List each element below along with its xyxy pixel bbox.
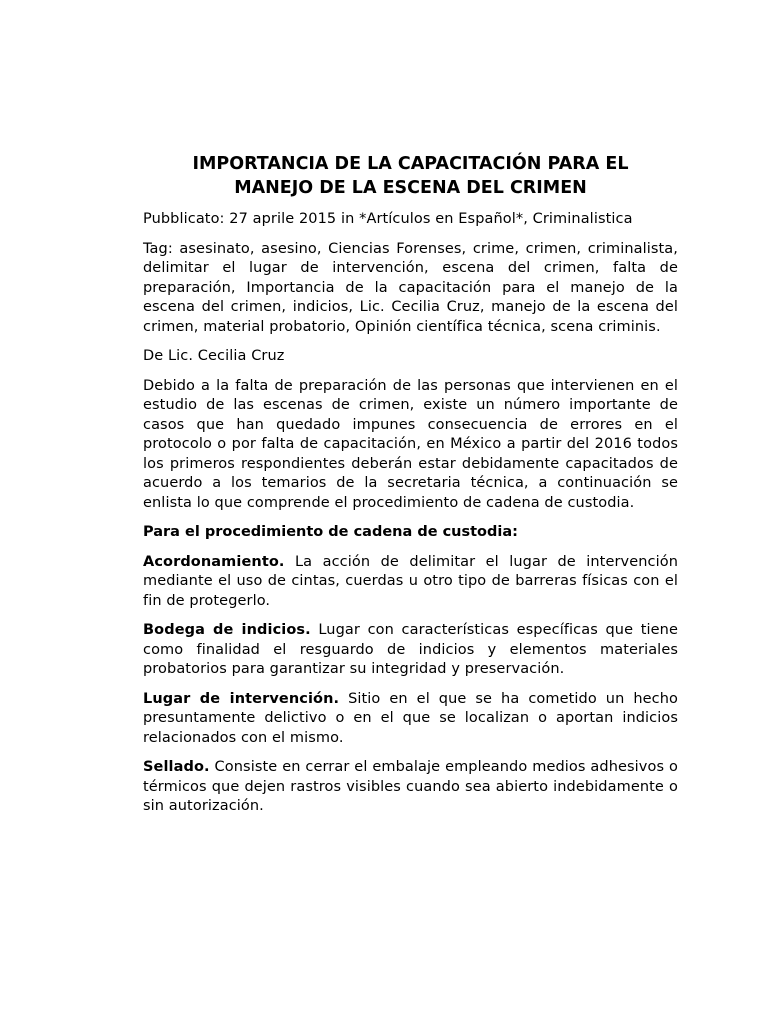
definition-term: Lugar de intervención. — [143, 690, 340, 707]
published-info: Pubblicato: 27 aprile 2015 in *Artículos en Español*, Criminalistica — [143, 211, 633, 227]
definition-sellado — [143, 758, 678, 817]
title-line-1: IMPORTANCIA DE LA CAPACITACIÓN PARA EL — [192, 154, 629, 174]
document-title — [143, 152, 678, 200]
definition-text: Consiste en cerrar el embalaje empleando medios adhesivos o térmicos que dejen rastros visibles cuando sea abierto indebidamente o sin autorización. — [143, 759, 678, 814]
definition-term: Acordonamiento. — [143, 553, 285, 570]
section-heading: Para el procedimiento de cadena de custodia: — [143, 524, 518, 540]
tag-list: Tag: asesinato, asesino, Ciencias Forenses, crime, crimen, criminalista, delimitar el lugar de intervención, escena del crimen, falta de preparación, Importancia de la capacitación para el manejo de la escena del crimen, indicios, Lic. Cecilia Cruz, manejo de la escena del crimen, material probatorio, Opinión científica técnica, scena criminis. — [143, 240, 678, 335]
definition-term: Bodega de indicios. — [143, 622, 311, 638]
definition-text: Lugar con características específicas que tiene como finalidad el resguardo de indicios y elementos materiales probatorios para garantizar su integridad y preservación. — [143, 622, 678, 677]
title-line-2: MANEJO DE LA ESCENA DEL CRIMEN — [234, 178, 587, 198]
definition-text: La acción de delimitar el lugar de intervención mediante el uso de cintas, cuerdas u otro tipo de barreras físicas con el fin de protegerlo. — [143, 553, 678, 609]
intro-paragraph: Debido a la falta de preparación de las personas que intervienen en el estudio de las escenas de crimen, existe un número importante de casos que han quedado impunes consecuencia de errores en el protocolo o por falta de capacitación, en México a partir del 2016 todos los primeros respondientes deberán estar debidamente capacitados de acuerdo a los temarios de la secretaria técnica, a continuación se enlista lo que comprende el procedimiento de cadena de custodia. — [143, 377, 678, 511]
author-line: De Lic. Cecilia Cruz — [143, 348, 285, 364]
definition-term: Sellado. — [143, 759, 210, 775]
definition-text: Sitio en el que se ha cometido un hecho presuntamente delictivo o en el que se localizan o aportan indicios relacionados con el mismo. — [143, 690, 678, 746]
document-page — [143, 152, 678, 827]
definition-bodega-de-indicios — [143, 621, 678, 680]
definition-acordonamiento — [143, 553, 678, 612]
definition-lugar-de-intervencion — [143, 690, 678, 749]
